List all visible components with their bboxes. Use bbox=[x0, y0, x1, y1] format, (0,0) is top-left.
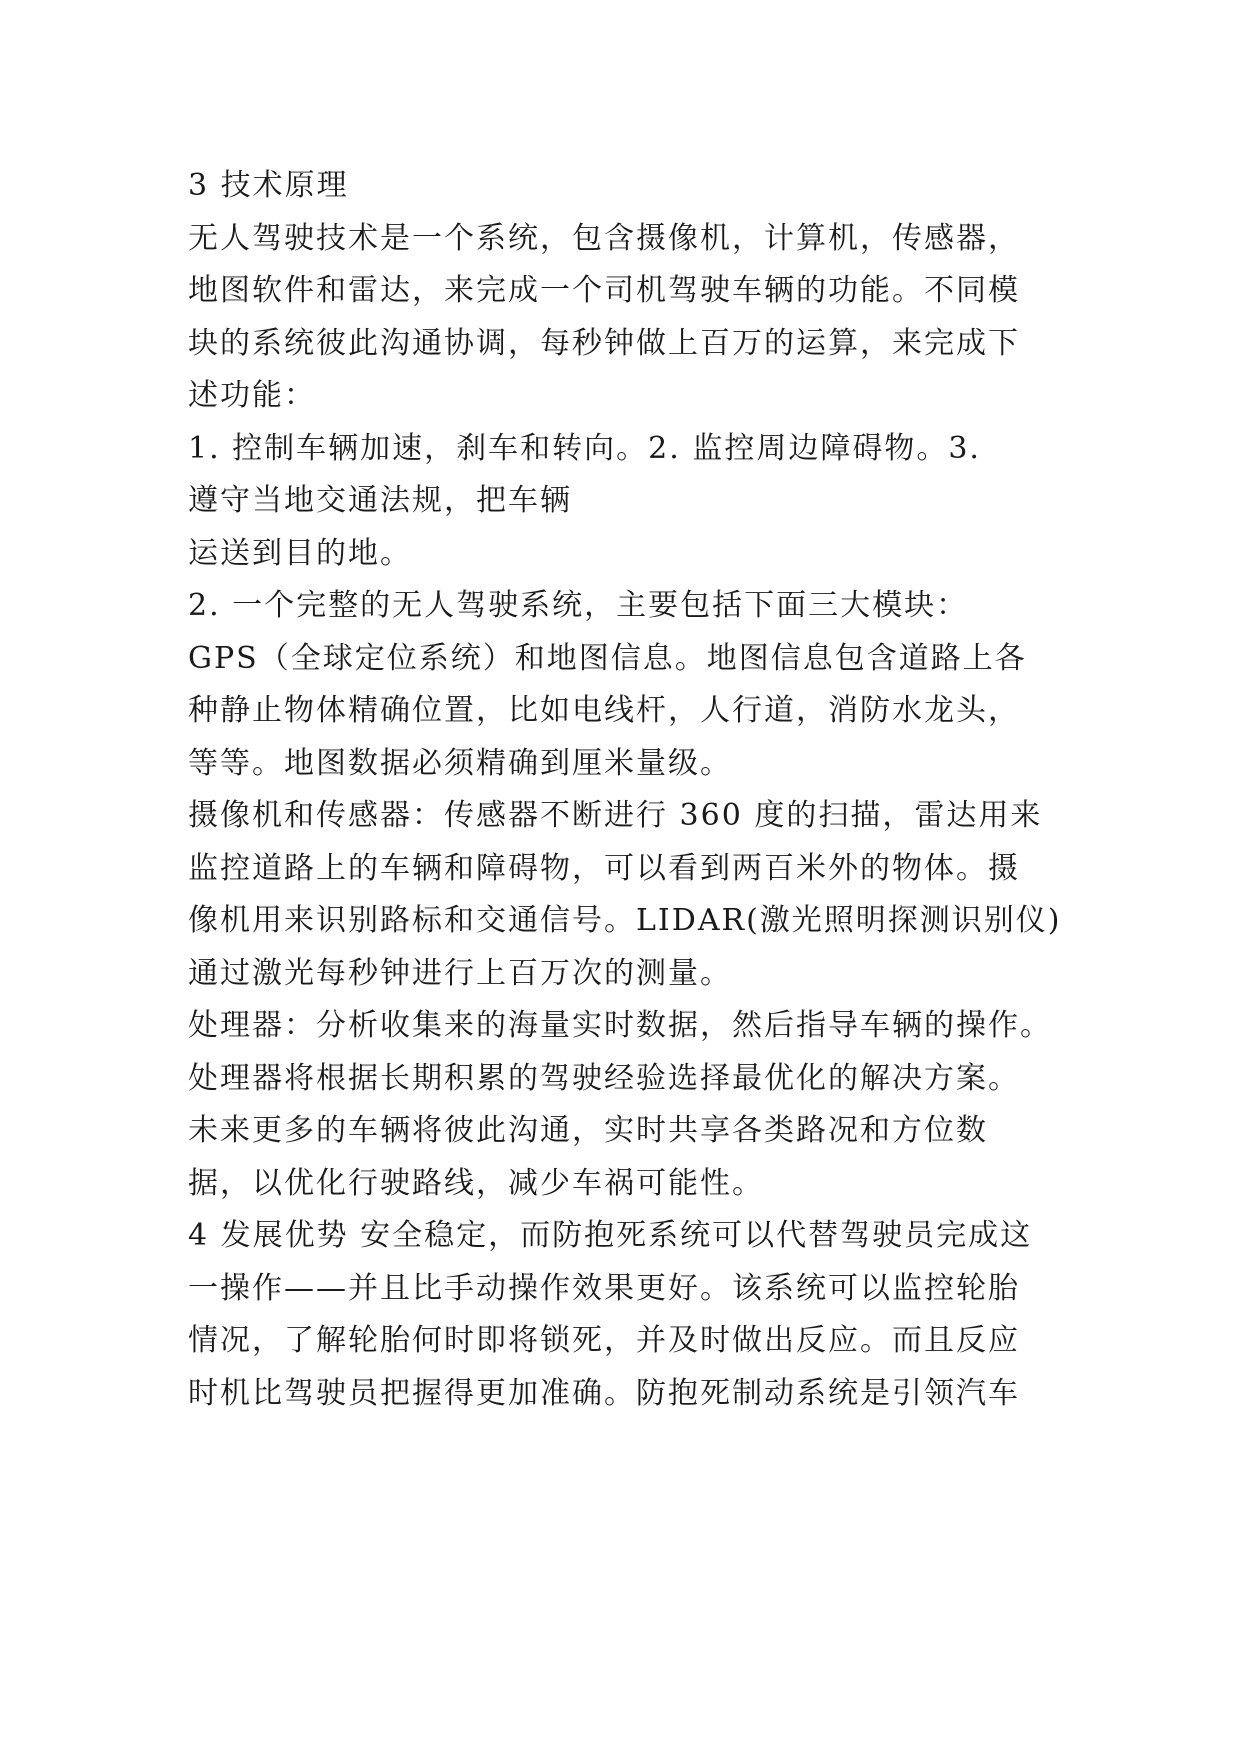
paragraph-line: 时机比驾驶员把握得更加准确。防抱死制动系统是引领汽车 bbox=[188, 1375, 1020, 1411]
paragraph-line: 种静止物体精确位置，比如电线杆，人行道，消防水龙头， bbox=[188, 693, 1020, 728]
paragraph-line: 像机用来识别路标和交通信号。LIDAR(激光照明探测识别仪) bbox=[188, 903, 1062, 938]
paragraph-line: 等等。地图数据必须精确到厘米量级。 bbox=[188, 745, 732, 781]
paragraph-line: 遵守当地交通法规，把车辆 bbox=[188, 483, 572, 518]
paragraph-line: 1. 控制车辆加速，刹车和转向。2. 监控周边障碍物。3. bbox=[188, 430, 981, 466]
document-body bbox=[188, 160, 1068, 1420]
paragraph-line: 通过激光每秒钟进行上百万次的测量。 bbox=[188, 955, 732, 991]
paragraph-line: 无人驾驶技术是一个系统，包含摄像机，计算机，传感器， bbox=[188, 220, 1020, 256]
paragraph-line: 处理器将根据长期积累的驾驶经验选择最优化的解决方案。 bbox=[188, 1060, 1020, 1096]
paragraph-line: 运送到目的地。 bbox=[188, 535, 412, 571]
paragraph-line: 2. 一个完整的无人驾驶系统，主要包括下面三大模块： bbox=[188, 588, 969, 623]
paragraph-line: 未来更多的车辆将彼此沟通，实时共享各类路况和方位数 bbox=[188, 1113, 988, 1148]
paragraph-line: 地图软件和雷达，来完成一个司机驾驶车辆的功能。不同模 bbox=[188, 273, 1020, 308]
paragraph-line: 情况，了解轮胎何时即将锁死，并及时做出反应。而且反应 bbox=[188, 1323, 1020, 1358]
paragraph-line: 块的系统彼此沟通协调，每秒钟做上百万的运算，来完成下 bbox=[188, 325, 1020, 361]
paragraph-line: 据，以优化行驶路线，减少车祸可能性。 bbox=[188, 1165, 764, 1201]
paragraph-line: 摄像机和传感器：传感器不断进行 360 度的扫描，雷达用来 bbox=[188, 798, 1043, 833]
paragraph-line: 一操作——并且比手动操作效果更好。该系统可以监控轮胎 bbox=[188, 1270, 1020, 1306]
paragraph-line: 述功能： bbox=[188, 378, 316, 413]
paragraph-line: GPS（全球定位系统）和地图信息。地图信息包含道路上各 bbox=[188, 640, 1027, 676]
paragraph-line: 监控道路上的车辆和障碍物，可以看到两百米外的物体。摄 bbox=[188, 850, 1020, 886]
section-heading-line: 4 发展优势 安全稳定，而防抱死系统可以代替驾驶员完成这 bbox=[188, 1218, 1033, 1253]
section-heading: 3 技术原理 bbox=[188, 168, 349, 203]
paragraph-line: 处理器：分析收集来的海量实时数据，然后指导车辆的操作。 bbox=[188, 1008, 1052, 1043]
